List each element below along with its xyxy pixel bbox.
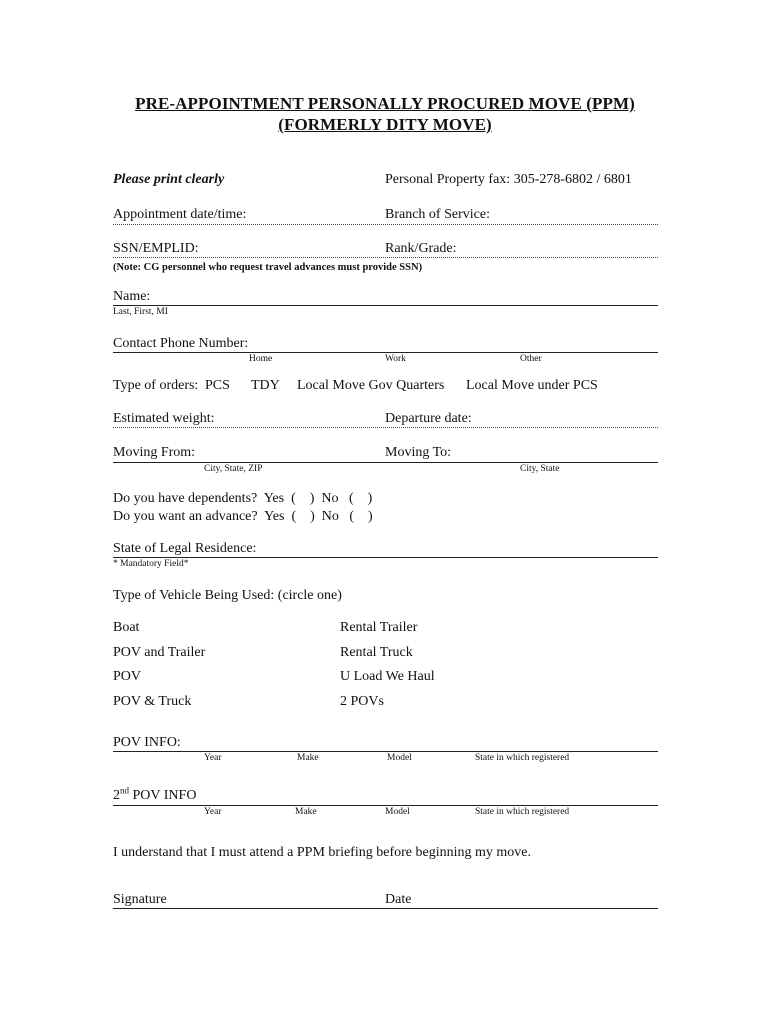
pov-year-sub: Year <box>204 753 222 763</box>
print-clearly-instruction: Please print clearly <box>113 172 225 187</box>
pov-make-sub: Make <box>297 753 319 763</box>
orders-option-tdy[interactable]: TDY <box>251 378 280 393</box>
departure-label: Departure date: <box>385 411 472 426</box>
rank-label: Rank/Grade: <box>385 241 457 256</box>
form-title-line1: PRE-APPOINTMENT PERSONALLY PROCURED MOVE (PPM) <box>135 94 635 113</box>
name-sub-label: Last, First, MI <box>113 307 168 317</box>
phone-other-sub: Other <box>520 354 542 364</box>
ssn-line[interactable] <box>113 257 658 258</box>
orders-label: Type of orders: <box>113 378 199 393</box>
legal-residence-label: State of Legal Residence: <box>113 541 257 556</box>
ssn-note: (Note: CG personnel who request travel advances must provide SSN) <box>113 262 423 273</box>
weight-line[interactable] <box>113 427 658 428</box>
phone-label: Contact Phone Number: <box>113 336 249 351</box>
pov2-year-sub: Year <box>204 807 222 817</box>
pov-state-sub: State in which registered <box>475 753 570 763</box>
moving-to-label: Moving To: <box>385 445 452 460</box>
pov2-info-label: 2nd POV INFO <box>113 785 197 803</box>
orders-option-local-pcs[interactable]: Local Move under PCS <box>466 378 598 393</box>
moving-from-sub: City, State, ZIP <box>204 464 263 474</box>
ssn-label: SSN/EMPLID: <box>113 241 199 256</box>
date-label: Date <box>385 892 412 907</box>
pov-info-line[interactable] <box>113 751 658 752</box>
moving-from-label: Moving From: <box>113 445 196 460</box>
moving-line[interactable] <box>113 462 658 463</box>
vehicle-option[interactable]: Rental Truck <box>340 645 413 660</box>
appointment-line[interactable] <box>113 224 658 225</box>
vehicle-option[interactable]: Rental Trailer <box>340 620 418 635</box>
phone-home-sub: Home <box>249 354 273 364</box>
vehicle-option[interactable]: Boat <box>113 620 140 635</box>
dependents-question[interactable]: Do you have dependents? Yes ( ) No ( ) <box>113 491 373 506</box>
orders-option-pcs[interactable]: PCS <box>205 378 230 393</box>
pov2-state-sub: State in which registered <box>475 807 570 817</box>
orders-option-local-gov[interactable]: Local Move Gov Quarters <box>297 378 445 393</box>
mandatory-note: * Mandatory Field* <box>113 559 189 569</box>
pov-info-label: POV INFO: <box>113 735 181 750</box>
signature-line[interactable] <box>113 908 658 909</box>
vehicle-option[interactable]: 2 POVs <box>340 694 384 709</box>
briefing-statement: I understand that I must attend a PPM briefing before beginning my move. <box>113 845 531 860</box>
moving-to-sub: City, State <box>520 464 560 474</box>
advance-question[interactable]: Do you want an advance? Yes ( ) No ( ) <box>113 509 373 524</box>
pov2-model-sub: Model <box>385 807 410 817</box>
pov-model-sub: Model <box>387 753 412 763</box>
vehicle-option[interactable]: POV & Truck <box>113 694 192 709</box>
branch-label: Branch of Service: <box>385 207 490 222</box>
name-line[interactable] <box>113 305 658 306</box>
phone-work-sub: Work <box>385 354 406 364</box>
legal-residence-line[interactable] <box>113 557 658 558</box>
phone-line[interactable] <box>113 352 658 353</box>
pov2-make-sub: Make <box>295 807 317 817</box>
vehicle-option[interactable]: POV <box>113 669 142 684</box>
form-title-line2: (FORMERLY DITY MOVE) <box>278 115 492 134</box>
vehicle-option[interactable]: U Load We Haul <box>340 669 435 684</box>
appointment-label: Appointment date/time: <box>113 207 247 222</box>
name-label: Name: <box>113 289 151 304</box>
signature-label: Signature <box>113 892 167 907</box>
weight-label: Estimated weight: <box>113 411 215 426</box>
vehicle-option[interactable]: POV and Trailer <box>113 645 206 660</box>
vehicle-question: Type of Vehicle Being Used: (circle one) <box>113 588 342 603</box>
pov2-info-line[interactable] <box>113 805 658 806</box>
fax-number: Personal Property fax: 305-278-6802 / 6801 <box>385 172 632 187</box>
